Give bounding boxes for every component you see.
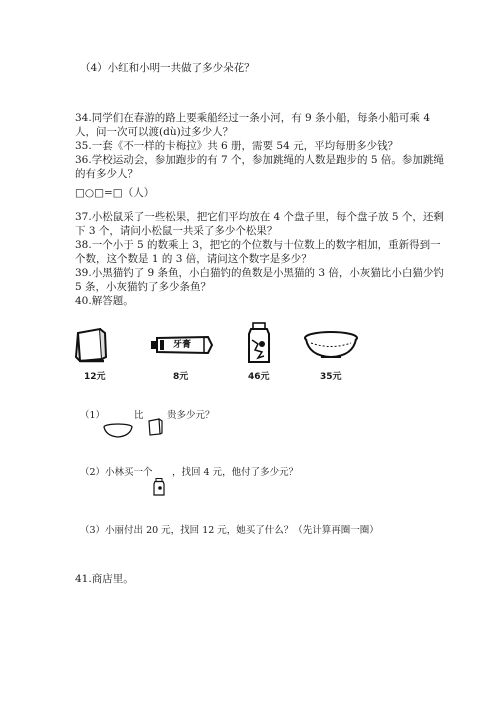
sub-question-1-number: （1） [80,410,106,421]
bowl-price: 35元 [320,372,342,382]
toothpaste-price: 8元 [173,372,189,382]
question-35: 35.一套《不一样的卡梅拉》共 6 册，需要 54 元，平均每册多少钱？ [75,140,399,152]
question-39-line1: 39.小黑猫钓了 9 条鱼，小白猫钓的鱼数是小黑猫的 3 倍，小灰猫比小白猫少钓 [75,267,444,279]
towel-price: 12元 [84,372,106,382]
question-34-line1: 34.同学们在春游的路上要乘船经过一条小河，有 9 条小船，每条小船可乘 4 [75,112,431,124]
sub-question-1-ask: 贵多少元？ [167,410,215,421]
sub-question-1-compare: 比 [134,410,144,421]
bottle-price: 46元 [248,372,270,382]
sub-question-2-start: （2）小林买一个 [80,467,153,478]
answer-formula: □○□=□（人） [75,187,155,199]
question-37-line1: 37.小松鼠采了一些松果，把它们平均放在 4 个盘子里，每个盘子放 5 个，还剩 [75,211,444,223]
question-38-line2: 个数，这个数是 1 的 3 倍，请问这个数字是多少？ [75,253,312,265]
bowl-icon [303,330,359,360]
toothpaste-label: 牙膏 [173,340,192,350]
question-36-line2: 的有多少人？ [75,168,138,180]
question-4-sub: （4）小红和小明一共做了多少朵花？ [80,62,255,74]
question-38-line1: 38.一个小于 5 的数乘上 3，把它的个位数与十位数上的数字相加，重新得到一 [75,239,441,251]
towel-icon [74,327,108,363]
question-41: 41.商店里。 [75,573,134,585]
sub-question-2-end: ，找回 4 元，他付了多少元？ [172,467,299,478]
bottle-icon [244,322,274,364]
question-36-line1: 36.学校运动会，参加跑步的有 7 个，参加跳绳的人数是跑步的 5 倍。参加跳绳 [75,154,444,166]
question-39-line2: 5 条，小灰猫钓了多少条鱼？ [75,281,212,293]
question-37-line2: 下 3 个，请问小松鼠一共采了多少个松果？ [75,225,278,237]
bottle-icon [152,478,166,496]
sub-question-3: （3）小丽付出 20 元，找回 12 元，她买了什么？（先计算再圈一圈） [80,525,379,536]
towel-icon [147,418,163,436]
question-40: 40.解答题。 [75,295,134,307]
question-34-line2: 人，问一次可以渡(dù)过多少人？ [75,126,234,138]
bowl-icon [103,423,133,438]
